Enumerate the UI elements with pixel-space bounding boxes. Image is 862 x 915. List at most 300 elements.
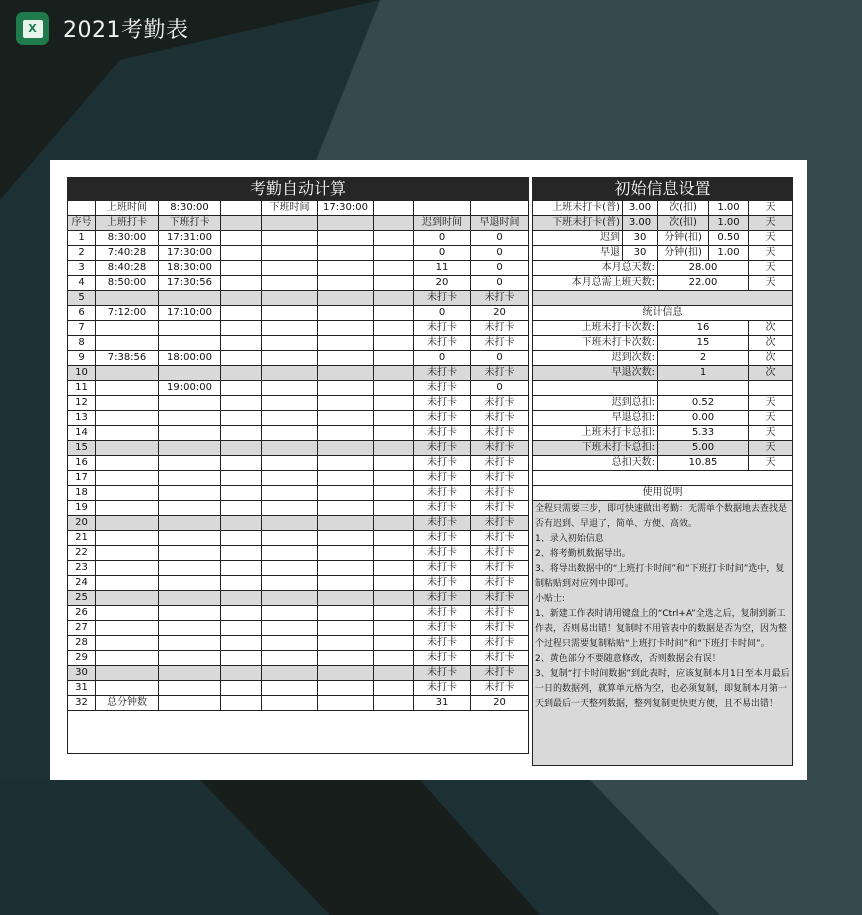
cell-c7[interactable]: [374, 411, 414, 426]
cell-late: 未打卡: [414, 531, 471, 546]
cell-c7[interactable]: [374, 501, 414, 516]
setting-deduct[interactable]: 1.00: [709, 201, 749, 216]
cell-clock-out[interactable]: [159, 516, 221, 531]
cell-clock-out[interactable]: [159, 546, 221, 561]
cell-clock-in[interactable]: [96, 291, 159, 306]
stats-title: 统计信息: [533, 306, 793, 321]
cell-seq: 12: [68, 396, 96, 411]
cell-early: 20: [471, 306, 529, 321]
cell-c7[interactable]: [374, 546, 414, 561]
cell-late: 未打卡: [414, 486, 471, 501]
cell-c6[interactable]: [318, 351, 374, 366]
cell-c6[interactable]: [318, 531, 374, 546]
cell-c6[interactable]: [318, 501, 374, 516]
cell-early: 未打卡: [471, 516, 529, 531]
stat-row: [533, 321, 793, 336]
cell-seq: 7: [68, 321, 96, 336]
cell-c4[interactable]: [221, 366, 262, 381]
cell-c7[interactable]: [374, 591, 414, 606]
cell-seq: 3: [68, 261, 96, 276]
title-bar: [16, 12, 189, 45]
setting-row: [533, 216, 793, 231]
cell-c7[interactable]: [374, 516, 414, 531]
stat-unit: 次: [749, 366, 793, 381]
setting-unit: 分钟(扣): [658, 231, 709, 246]
table-row: [68, 291, 529, 306]
cell-c7[interactable]: [374, 231, 414, 246]
cell-c5[interactable]: [262, 456, 318, 471]
cell-c4[interactable]: [221, 351, 262, 366]
cell-clock-in[interactable]: [96, 471, 159, 486]
cell-clock-in[interactable]: 7:38:56: [96, 351, 159, 366]
cell-c6[interactable]: [318, 321, 374, 336]
cell-c5[interactable]: [262, 531, 318, 546]
cell-clock-out[interactable]: [159, 621, 221, 636]
stat-label: 迟到次数:: [533, 351, 658, 366]
cell-seq: 10: [68, 366, 96, 381]
cell[interactable]: [374, 201, 414, 216]
stat-value: 0.52: [658, 396, 749, 411]
cell-early: 0: [471, 261, 529, 276]
table-row: [68, 246, 529, 261]
cell[interactable]: [471, 201, 529, 216]
cell-clock-out[interactable]: [159, 396, 221, 411]
cell-c6[interactable]: [318, 426, 374, 441]
stat-label: 上班未打卡总扣:: [533, 426, 658, 441]
cell-late: 未打卡: [414, 591, 471, 606]
cell-late: 未打卡: [414, 411, 471, 426]
cell-c4[interactable]: [221, 411, 262, 426]
cell-clock-out[interactable]: [159, 531, 221, 546]
cell-clock-out[interactable]: 17:31:00: [159, 231, 221, 246]
cell-late: 未打卡: [414, 606, 471, 621]
cell-c4[interactable]: [221, 561, 262, 576]
cell-c4[interactable]: [221, 666, 262, 681]
unit: 天: [749, 261, 793, 276]
right-panel-title: 初始信息设置: [533, 178, 793, 201]
cell-early: 0: [471, 246, 529, 261]
cell-c5[interactable]: [262, 396, 318, 411]
cell-c5[interactable]: [262, 411, 318, 426]
cell-late: 未打卡: [414, 681, 471, 696]
cell-c6[interactable]: [318, 396, 374, 411]
cell-c6[interactable]: [318, 516, 374, 531]
cell-early: 未打卡: [471, 636, 529, 651]
table-row: [68, 381, 529, 396]
cell-c5[interactable]: [262, 651, 318, 666]
cell-c5[interactable]: [262, 576, 318, 591]
cell-clock-out[interactable]: [159, 441, 221, 456]
cell-c5[interactable]: [262, 516, 318, 531]
cell-seq: 31: [68, 681, 96, 696]
cell-clock-in[interactable]: [96, 561, 159, 576]
cell-c7[interactable]: [374, 471, 414, 486]
cell-c5[interactable]: [262, 621, 318, 636]
setting-label: 迟到: [533, 231, 623, 246]
table-row: [68, 261, 529, 276]
table-row: [68, 396, 529, 411]
cell-c4[interactable]: [221, 306, 262, 321]
cell-clock-in[interactable]: [96, 546, 159, 561]
cell-c6[interactable]: [318, 291, 374, 306]
total-early: 20: [471, 696, 529, 711]
cell-c6[interactable]: [318, 276, 374, 291]
cell-c7[interactable]: [374, 531, 414, 546]
cell-c6[interactable]: [318, 576, 374, 591]
cell-clock-out[interactable]: [159, 591, 221, 606]
cell-c4[interactable]: [221, 231, 262, 246]
cell-clock-out[interactable]: [159, 561, 221, 576]
cell-clock-out[interactable]: 17:30:56: [159, 276, 221, 291]
cell-c7[interactable]: [374, 306, 414, 321]
cell-c6[interactable]: [318, 651, 374, 666]
cell-c7[interactable]: [374, 426, 414, 441]
cell-c6[interactable]: [318, 621, 374, 636]
cell-c5[interactable]: [262, 306, 318, 321]
cell-seq: 9: [68, 351, 96, 366]
cell-c6[interactable]: [318, 546, 374, 561]
cell-early: 未打卡: [471, 321, 529, 336]
on-time-value[interactable]: 8:30:00: [159, 201, 221, 216]
cell-clock-in[interactable]: 7:40:28: [96, 246, 159, 261]
table-row: [68, 306, 529, 321]
cell-clock-out[interactable]: [159, 501, 221, 516]
cell-c5[interactable]: [262, 606, 318, 621]
usage-line: 3、将导出数据中的“上班打卡时间”和“下班打卡时间”选中，复制粘贴到对应列中即可。: [535, 564, 785, 589]
cell-c5[interactable]: [262, 231, 318, 246]
cell-c5[interactable]: [262, 681, 318, 696]
usage-line: 3、复制“打卡时间数据”到此表时，应该复制本月1日至本月最后一日的数据列，就算单元格为空，也必须复制，即复制本月第一天到最后一天整列数据，整列复制更快更方便，且不易出错！: [535, 669, 790, 709]
cell-c4[interactable]: [221, 486, 262, 501]
cell-clock-in[interactable]: 8:50:00: [96, 276, 159, 291]
cell-c6[interactable]: [318, 366, 374, 381]
cell-clock-out[interactable]: [159, 321, 221, 336]
cell-c6[interactable]: [318, 381, 374, 396]
cell-c6[interactable]: [318, 441, 374, 456]
cell-clock-out[interactable]: [159, 666, 221, 681]
cell-c5[interactable]: [262, 666, 318, 681]
cell-clock-in[interactable]: [96, 486, 159, 501]
cell[interactable]: [414, 201, 471, 216]
table-row: [68, 546, 529, 561]
setting-deduct[interactable]: 0.50: [709, 231, 749, 246]
left-panel-title: 考勤自动计算: [68, 178, 529, 201]
cell-clock-in[interactable]: [96, 636, 159, 651]
cell-c5[interactable]: [262, 261, 318, 276]
cell-clock-out[interactable]: [159, 456, 221, 471]
cell-c5[interactable]: [262, 321, 318, 336]
cell-clock-in[interactable]: [96, 336, 159, 351]
cell-clock-out[interactable]: [159, 366, 221, 381]
cell-c6[interactable]: [318, 261, 374, 276]
cell-clock-in[interactable]: [96, 621, 159, 636]
stat-unit: 天: [749, 456, 793, 471]
stat-value: 5.33: [658, 426, 749, 441]
cell-late: 未打卡: [414, 321, 471, 336]
cell-early: 未打卡: [471, 531, 529, 546]
cell-late: 未打卡: [414, 501, 471, 516]
cell-c4[interactable]: [221, 516, 262, 531]
cell-early: 未打卡: [471, 621, 529, 636]
cell-seq: 16: [68, 456, 96, 471]
cell-late: 未打卡: [414, 546, 471, 561]
stat-unit: 天: [749, 426, 793, 441]
usage-line: 小贴士:: [535, 594, 566, 604]
cell-clock-out[interactable]: 19:00:00: [159, 381, 221, 396]
cell-c4[interactable]: [221, 471, 262, 486]
setting-row: [533, 231, 793, 246]
cell-c5[interactable]: [262, 486, 318, 501]
cell-seq: 15: [68, 441, 96, 456]
stat-value: 16: [658, 321, 749, 336]
cell-c5[interactable]: [262, 336, 318, 351]
cell-c6[interactable]: [318, 231, 374, 246]
cell-clock-in[interactable]: [96, 396, 159, 411]
table-row: [68, 531, 529, 546]
cell-c4[interactable]: [221, 336, 262, 351]
cell-clock-out[interactable]: [159, 576, 221, 591]
cell-c6[interactable]: [318, 456, 374, 471]
cell-c6[interactable]: [318, 471, 374, 486]
cell-c7[interactable]: [374, 576, 414, 591]
cell-c4[interactable]: [221, 441, 262, 456]
cell-c5[interactable]: [262, 441, 318, 456]
setting-value[interactable]: 30: [623, 246, 658, 261]
table-row: [68, 681, 529, 696]
cell-clock-out[interactable]: 18:30:00: [159, 261, 221, 276]
cell-c6[interactable]: [318, 666, 374, 681]
cell-clock-in[interactable]: [96, 651, 159, 666]
cell-c5[interactable]: [262, 276, 318, 291]
cell-c7[interactable]: [374, 366, 414, 381]
total-late: 31: [414, 696, 471, 711]
cell-clock-in[interactable]: [96, 501, 159, 516]
cell-c7[interactable]: [374, 246, 414, 261]
cell-c6[interactable]: [318, 561, 374, 576]
cell-c7[interactable]: [374, 486, 414, 501]
usage-line: 2、黄色部分不要随意修改，否则数据会有误！: [535, 654, 721, 664]
stat-row: [533, 456, 793, 471]
cell-late: 未打卡: [414, 381, 471, 396]
usage-line: 1、新建工作表时请用键盘上的“Ctrl+A”全选之后，复制到新工作表，否则易出错！复制时不用管表中的数据是否为空，因为整个过程只需要复制粘贴“上班打卡时间”和“下班打卡时间”。: [535, 609, 788, 649]
cell-c7[interactable]: [374, 441, 414, 456]
cell-clock-in[interactable]: [96, 381, 159, 396]
cell-clock-in[interactable]: [96, 666, 159, 681]
cell-c7[interactable]: [374, 291, 414, 306]
cell-c4[interactable]: [221, 381, 262, 396]
cell-c6[interactable]: [318, 591, 374, 606]
usage-instructions: [533, 501, 793, 766]
cell-c5[interactable]: [262, 591, 318, 606]
cell-c6[interactable]: [318, 486, 374, 501]
cell-clock-in[interactable]: [96, 426, 159, 441]
cell-clock-out[interactable]: [159, 336, 221, 351]
cell-late: 未打卡: [414, 561, 471, 576]
cell-c4[interactable]: [221, 291, 262, 306]
cell-c4[interactable]: [221, 681, 262, 696]
cell-clock-in[interactable]: [96, 591, 159, 606]
cell-c7[interactable]: [374, 561, 414, 576]
stat-unit: 天: [749, 441, 793, 456]
cell-clock-out[interactable]: 17:10:00: [159, 306, 221, 321]
cell-late: 20: [414, 276, 471, 291]
cell-clock-out[interactable]: 17:30:00: [159, 246, 221, 261]
cell-early: 未打卡: [471, 576, 529, 591]
setting-deduct[interactable]: 1.00: [709, 216, 749, 231]
table-row: [68, 576, 529, 591]
cell-c4[interactable]: [221, 651, 262, 666]
month-days-value[interactable]: 28.00: [658, 261, 749, 276]
stat-row: [533, 336, 793, 351]
cell-c4[interactable]: [221, 636, 262, 651]
usage-line: 全程只需要三步，即可快速做出考勤：无需单个数据地去查找是否有迟到、早退了，简单、方便、高效。: [535, 504, 788, 529]
cell-c7[interactable]: [374, 351, 414, 366]
cell-c5[interactable]: [262, 546, 318, 561]
cell-clock-out[interactable]: [159, 486, 221, 501]
cell-c5[interactable]: [262, 426, 318, 441]
cell-c6[interactable]: [318, 606, 374, 621]
cell-c4[interactable]: [221, 396, 262, 411]
usage-title: 使用说明: [533, 486, 793, 501]
cell-c4[interactable]: [221, 621, 262, 636]
off-time-value[interactable]: 17:30:00: [318, 201, 374, 216]
cell-c4[interactable]: [221, 276, 262, 291]
cell-late: 11: [414, 261, 471, 276]
cell-c7[interactable]: [374, 456, 414, 471]
cell-early: 未打卡: [471, 651, 529, 666]
cell-clock-out[interactable]: [159, 291, 221, 306]
cell-c6[interactable]: [318, 306, 374, 321]
cell-seq: 18: [68, 486, 96, 501]
cell-seq: 1: [68, 231, 96, 246]
stat-unit: 次: [749, 351, 793, 366]
table-row: [68, 636, 529, 651]
setting-unit2: 天: [749, 201, 793, 216]
table-row: [68, 516, 529, 531]
cell-c6[interactable]: [318, 336, 374, 351]
cell-clock-out[interactable]: [159, 636, 221, 651]
cell-c5[interactable]: [262, 366, 318, 381]
cell-clock-out[interactable]: [159, 606, 221, 621]
cell-clock-out[interactable]: [159, 651, 221, 666]
cell-clock-in[interactable]: [96, 366, 159, 381]
cell-clock-out[interactable]: [159, 426, 221, 441]
cell-c7[interactable]: [374, 381, 414, 396]
cell-c5[interactable]: [262, 471, 318, 486]
cell-clock-in[interactable]: [96, 516, 159, 531]
setting-unit: 分钟(扣): [658, 246, 709, 261]
cell-clock-in[interactable]: 8:40:28: [96, 261, 159, 276]
cell-c7[interactable]: [374, 681, 414, 696]
cell-clock-in[interactable]: 7:12:00: [96, 306, 159, 321]
cell-c7[interactable]: [374, 321, 414, 336]
cell-c4[interactable]: [221, 456, 262, 471]
cell-c7[interactable]: [374, 396, 414, 411]
cell[interactable]: [68, 201, 96, 216]
cell-c6[interactable]: [318, 411, 374, 426]
cell-clock-in[interactable]: [96, 411, 159, 426]
cell-clock-in[interactable]: [96, 576, 159, 591]
cell-clock-in[interactable]: [96, 456, 159, 471]
usage-line: 1、录入初始信息: [535, 534, 604, 544]
unit: 天: [749, 276, 793, 291]
cell-c4[interactable]: [221, 501, 262, 516]
cell-clock-out[interactable]: [159, 471, 221, 486]
cell-c6[interactable]: [318, 681, 374, 696]
setting-row: [533, 201, 793, 216]
cell-seq: 26: [68, 606, 96, 621]
cell-seq: 11: [68, 381, 96, 396]
cell-seq: 13: [68, 411, 96, 426]
stat-row: [533, 396, 793, 411]
cell-clock-out[interactable]: 18:00:00: [159, 351, 221, 366]
setting-label: 早退: [533, 246, 623, 261]
cell-c7[interactable]: [374, 276, 414, 291]
cell[interactable]: [221, 201, 262, 216]
stat-label: 下班未打卡次数:: [533, 336, 658, 351]
cell-c5[interactable]: [262, 561, 318, 576]
cell-c4[interactable]: [221, 591, 262, 606]
cell-c4[interactable]: [221, 576, 262, 591]
cell-c5[interactable]: [262, 351, 318, 366]
header-seq: 序号: [68, 216, 96, 231]
cell-clock-out[interactable]: [159, 681, 221, 696]
setting-deduct[interactable]: 1.00: [709, 246, 749, 261]
cell-clock-in[interactable]: [96, 441, 159, 456]
stat-unit: 天: [749, 396, 793, 411]
cell-seq: 4: [68, 276, 96, 291]
cell-c7[interactable]: [374, 606, 414, 621]
cell-c4[interactable]: [221, 261, 262, 276]
cell-c4[interactable]: [221, 546, 262, 561]
cell-c4[interactable]: [221, 531, 262, 546]
cell-c4[interactable]: [221, 321, 262, 336]
cell-early: 未打卡: [471, 291, 529, 306]
cell-c6[interactable]: [318, 246, 374, 261]
cell-c7[interactable]: [374, 336, 414, 351]
cell-c7[interactable]: [374, 636, 414, 651]
cell-c5[interactable]: [262, 381, 318, 396]
cell-late: 未打卡: [414, 366, 471, 381]
cell-c5[interactable]: [262, 636, 318, 651]
cell-c5[interactable]: [262, 291, 318, 306]
cell-c7[interactable]: [374, 651, 414, 666]
cell-c7[interactable]: [374, 621, 414, 636]
cell-clock-in[interactable]: [96, 606, 159, 621]
stat-unit: 次: [749, 321, 793, 336]
cell-late: 0: [414, 306, 471, 321]
cell-clock-in[interactable]: 8:30:00: [96, 231, 159, 246]
cell-c4[interactable]: [221, 606, 262, 621]
setting-value[interactable]: 3.00: [623, 201, 658, 216]
work-days-value[interactable]: 22.00: [658, 276, 749, 291]
cell-c5[interactable]: [262, 246, 318, 261]
cell-c5[interactable]: [262, 501, 318, 516]
cell-clock-in[interactable]: [96, 321, 159, 336]
cell-clock-out[interactable]: [159, 411, 221, 426]
cell-c4[interactable]: [221, 246, 262, 261]
setting-value[interactable]: 30: [623, 231, 658, 246]
cell-c7[interactable]: [374, 261, 414, 276]
cell-c6[interactable]: [318, 636, 374, 651]
cell-clock-in[interactable]: [96, 531, 159, 546]
table-row: [68, 456, 529, 471]
cell-c4[interactable]: [221, 426, 262, 441]
setting-value[interactable]: 3.00: [623, 216, 658, 231]
cell-c7[interactable]: [374, 666, 414, 681]
cell-clock-in[interactable]: [96, 681, 159, 696]
cell-early: 未打卡: [471, 501, 529, 516]
